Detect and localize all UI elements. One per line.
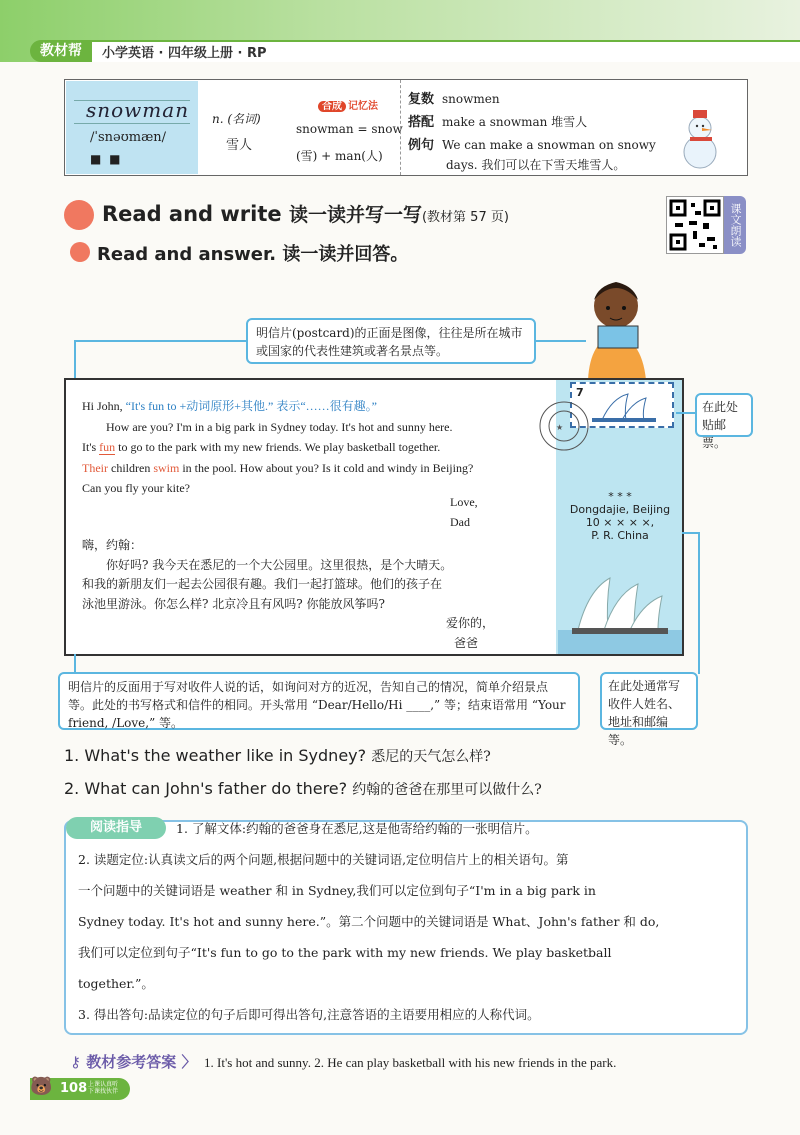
postcard-line-2a: It's <box>82 440 97 454</box>
answer-text: 1. It's hot and sunny. 2. He can play basketball with his new friends in the park. <box>204 1055 617 1070</box>
highlight-their: Their <box>82 460 108 475</box>
address-line-3: P. R. China <box>591 529 649 542</box>
callout-connector <box>698 532 700 674</box>
section-title-en: Read and write <box>102 202 282 226</box>
postcard-chinese-text <box>82 536 552 653</box>
example-row <box>408 134 656 153</box>
callout-connector <box>74 340 246 342</box>
subsection-title <box>97 240 408 266</box>
reading-audio-tab[interactable]: 课文朗读 <box>724 196 746 254</box>
footer-slogan-1: 上课认真听 <box>88 1081 119 1088</box>
guide-point-3: 3. 得出答句:品读定位的句子后即可得出答句,注意答语的主语要用相应的人称代词。 <box>78 1007 540 1022</box>
footer-slogan-2: 下课找伙伴 <box>88 1088 119 1095</box>
section-title <box>102 200 509 227</box>
address-stars: * * * <box>608 490 632 503</box>
vocab-divider <box>400 80 402 175</box>
callout-stamp: 在此处贴邮票。 <box>695 393 753 437</box>
example-line-2: days. 我们可以在下雪天堆雪人。 <box>446 158 626 172</box>
vocab-meaning: 雪人 <box>226 138 253 153</box>
question-1-cn: 悉尼的天气怎么样? <box>371 749 491 765</box>
cn-love: 爱你的， <box>446 616 495 630</box>
page-reference: (教材第 57 页) <box>421 210 509 225</box>
postcard-greeting-line <box>82 396 552 417</box>
memory-line-2: (雪) + man(人) <box>296 149 383 163</box>
callout-address: 在此处通常写收件人姓名、地址和邮编等。 <box>600 672 698 730</box>
collocation-label: 搭配 <box>408 115 435 130</box>
question-2 <box>64 779 542 799</box>
postcard-line-2 <box>82 437 552 458</box>
cn-line-3: 泳池里游泳。你怎么样? 北京冷且有风吗? 你能放风筝吗? <box>82 596 385 611</box>
subsection-title-cn: 读一读并回答。 <box>282 244 409 265</box>
postcard-love: Love, <box>450 495 478 509</box>
vocab-ipa: /ˈsnəʊmæn/ <box>90 130 167 145</box>
example-line-1: We can make a snowman on snowy <box>442 138 656 152</box>
page-number: 108 <box>30 1078 130 1100</box>
subsection-title-en: Read and answer. <box>97 244 277 265</box>
collocation-value: make a snowman 堆雪人 <box>442 115 588 129</box>
vocab-word: snowman <box>86 98 190 122</box>
book-title: 小学英语 · 四年级上册 · RP <box>102 46 267 61</box>
opera-house-illustration <box>558 560 682 654</box>
memory-badge: 合成 <box>318 101 346 112</box>
guide-point-2d: 我们可以定位到句子“It's fun to go to the park with my new friends. We play basketball <box>78 945 612 960</box>
cn-greeting: 嗨，约翰： <box>82 538 143 552</box>
stamp-value: 7 <box>576 386 584 399</box>
plural-label: 复数 <box>408 92 435 107</box>
plural-row <box>408 88 500 107</box>
postcard-line-3a: children <box>111 460 151 475</box>
cn-dad: 爸爸 <box>454 635 479 650</box>
section-bullet <box>64 200 94 230</box>
boy-illustration <box>568 270 664 380</box>
highlight-fun: fun <box>99 440 116 454</box>
postcard-line-4: Can you fly your kite? <box>82 481 190 495</box>
question-2-en: 2. What can John's father do there? <box>64 779 348 798</box>
callout-postcard-back: 明信片的反面用于写对收件人说的话，如询问对方的近况，告知自己的情况，简单介绍景点等。此处的书写格式和信件的相同。开头常用 “Dear/Hello/Hi ____,” 等；结束语常用 “Your friend, /Love,” 等。 <box>58 672 580 730</box>
question-1 <box>64 746 491 766</box>
postcard-line-3 <box>82 458 552 479</box>
question-1-en: 1. What's the weather like in Sydney? <box>64 746 367 765</box>
postcard-line-3b: in the pool. How about you? Is it cold and windy in Beijing? <box>182 460 474 475</box>
postcard-signoff <box>450 492 478 532</box>
cn-line-2: 和我的新朋友们一起去公园很有趣。我们一起打篮球。他们的孩子在 <box>82 577 443 591</box>
vocab-level-squares: ■ ■ <box>90 152 123 166</box>
postcard-dad: Dad <box>450 515 470 529</box>
address-line-2: 10 × × × ×, <box>585 516 655 529</box>
snowman-icon <box>668 108 738 170</box>
grammar-note: “It's fun to +动词原形+其他.” 表示“……很有趣。” <box>125 399 378 413</box>
memory-label: 记忆法 <box>348 101 378 112</box>
callout-connector <box>74 340 76 380</box>
guide-point-2e: together.”。 <box>78 976 154 991</box>
answer-tag-label: 教材参考答案 <box>86 1053 177 1071</box>
vocab-pos: n. (名词) <box>212 112 261 126</box>
memory-line-1: snowman = snow <box>296 122 403 136</box>
answer-tag <box>70 1051 197 1072</box>
postcard-english-text <box>82 396 552 499</box>
callout-connector <box>536 340 586 342</box>
footer-slogan <box>88 1081 118 1095</box>
guide-point-2c: Sydney today. It's hot and sunny here.”。第二个问题中的关键词语是 What、John's father 和 do, <box>78 914 660 929</box>
postcard-greeting: Hi John, <box>82 399 123 413</box>
reading-guide-tag: 阅读指导 <box>66 817 166 839</box>
section-title-cn: 读一读并写一写 <box>288 204 422 226</box>
brand-logo: 教材帮 <box>30 40 92 62</box>
callout-connector <box>74 654 76 674</box>
callout-connector <box>676 412 696 414</box>
svg-text:★: ★ <box>556 423 564 432</box>
guide-point-2a: 2. 读题定位:认真读文后的两个问题,根据问题中的关键词语,定位明信片上的相关语句。第 <box>78 852 569 867</box>
plural-value: snowmen <box>442 92 500 106</box>
guide-point-2b: 一个问题中的关键词语是 weather 和 in Sydney,我们可以定位到句子“I'm in a big park in <box>78 883 596 898</box>
collocation-row <box>408 111 587 130</box>
chevron-right-icon: 〉 <box>181 1053 197 1071</box>
callout-postcard-front: 明信片(postcard)的正面是图像，往往是所在城市或国家的代表性建筑或著名景点等。 <box>246 318 536 364</box>
postcard-line-1: How are you? I'm in a big park in Sydney today. It's hot and sunny here. <box>106 419 453 434</box>
question-2-cn: 约翰的爸爸在那里可以做什么? <box>352 782 542 798</box>
cn-line-1: 你好吗? 我今天在悉尼的一个大公园里。这里很热，是个大晴天。 <box>106 557 453 572</box>
guide-point-1: 1. 了解文体:约翰的爸爸身在悉尼,这是他寄给约翰的一张明信片。 <box>176 821 538 836</box>
word-card <box>66 81 198 174</box>
address-line-1: Dongdajie, Beijing <box>569 503 671 516</box>
subsection-bullet <box>70 242 90 262</box>
recipient-address <box>568 490 672 542</box>
memory-tag <box>318 97 378 112</box>
example-label: 例句 <box>408 138 435 153</box>
qr-code-icon[interactable] <box>666 196 724 254</box>
highlight-swim: swim <box>153 460 180 475</box>
postcard-line-2b: to go to the park with my new friends. We play basketball together. <box>118 440 441 454</box>
key-icon: ⚷ <box>70 1053 81 1071</box>
mascot-icon: 🐻 <box>30 1076 53 1097</box>
